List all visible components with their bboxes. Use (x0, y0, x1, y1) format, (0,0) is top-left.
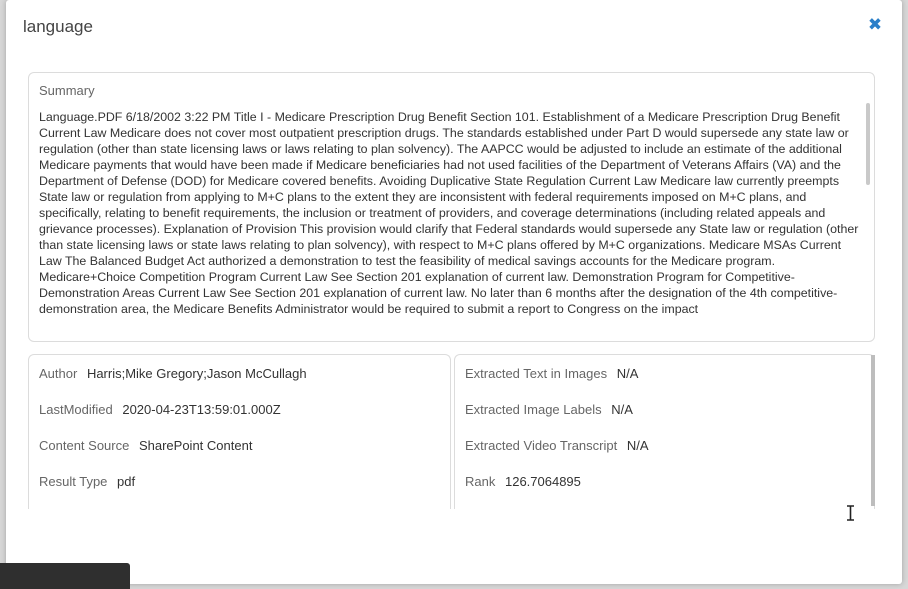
rank-value: 126.7064895 (504, 474, 581, 489)
result-type-label: Result Type (39, 474, 108, 489)
summary-label: Summary (39, 83, 95, 98)
taskbar-tab[interactable] (0, 563, 130, 589)
content-source-value: SharePoint Content (138, 438, 253, 453)
extracted-text-row (465, 366, 638, 381)
last-modified-value: 2020-04-23T13:59:01.000Z (122, 402, 281, 417)
extracted-image-labels-label: Extracted Image Labels (465, 402, 602, 417)
last-modified-label: LastModified (39, 402, 113, 417)
last-modified-row (39, 402, 281, 417)
extracted-text-label: Extracted Text in Images (465, 366, 608, 381)
summary-panel (28, 72, 875, 342)
text-cursor-icon (846, 505, 855, 521)
document-preview-modal (6, 0, 902, 584)
extracted-image-labels-value: N/A (611, 402, 633, 417)
content-source-label: Content Source (39, 438, 130, 453)
close-button[interactable] (866, 14, 884, 36)
extracted-video-transcript-row (465, 438, 649, 453)
metadata-scrollbar[interactable] (871, 355, 875, 506)
metadata-panel-left (28, 354, 451, 509)
summary-scrollbar[interactable] (866, 103, 870, 185)
extracted-image-labels-row (465, 402, 633, 417)
author-row (39, 366, 307, 381)
extracted-text-value: N/A (616, 366, 639, 381)
rank-row (465, 474, 581, 489)
result-type-row (39, 474, 135, 489)
content-source-row (39, 438, 252, 453)
modal-title: language (23, 17, 93, 36)
rank-label: Rank (465, 474, 496, 489)
result-type-value: pdf (117, 474, 136, 489)
author-label: Author (39, 366, 78, 381)
summary-text: Language.PDF 6/18/2002 3:22 PM Title I - Medicare Prescription Drug Benefit Section 101. Establishment of a Medicare Prescription Drug Benefit Current Law Medicare does not cover most outpatient prescription drugs. The standards established under Part D would supersede any state law or regulation (other than state licensing laws or laws relating to plan solvency). The AAPCC would be adjusted to include an estimate of the additional Medicare payments that would have been made if Medicare beneficiaries had not used facilities of the Department of Veterans Affairs (VA) and the Department of Defense (DOD) for Medicare covered benefits. Avoiding Duplicative State Regulation Current Law Medicare law currently preempts State law or regulation from applying to M+C plans to the extent they are inconsistent with federal requirements imposed on M+C plans, and specifically, relating to benefit requirements, the inclusion or treatment of providers, and coverage determinations (including related appeals and grievance processes). Explanation of Provision This provision would clarify that Federal standards would supersede any State law or regulation (other than state licensing laws or state laws relating to plan solvency), with respect to M+C plans offered by M+C organizations. Medicare MSAs Current Law The Balanced Budget Act authorized a demonstration to test the feasibility of medical savings accounts for the Medicare program. Medicare+Choice Competition Program Current Law See Section 201 explanation of current law. Demonstration Program for Competitive-Demonstration Areas Current Law See Section 201 explanation of current law. No later than 6 months after the designation of the 4th competitive-demonstration area, the Medicare Benefits Administrator would be required to submit a report to Congress on the impact (39, 110, 859, 316)
extracted-video-transcript-label: Extracted Video Transcript (465, 438, 618, 453)
close-icon: ✖ (867, 15, 883, 34)
extracted-video-transcript-value: N/A (626, 438, 649, 453)
author-value: Harris;Mike Gregory;Jason McCullagh (86, 366, 307, 381)
metadata-panel-right (454, 354, 875, 509)
